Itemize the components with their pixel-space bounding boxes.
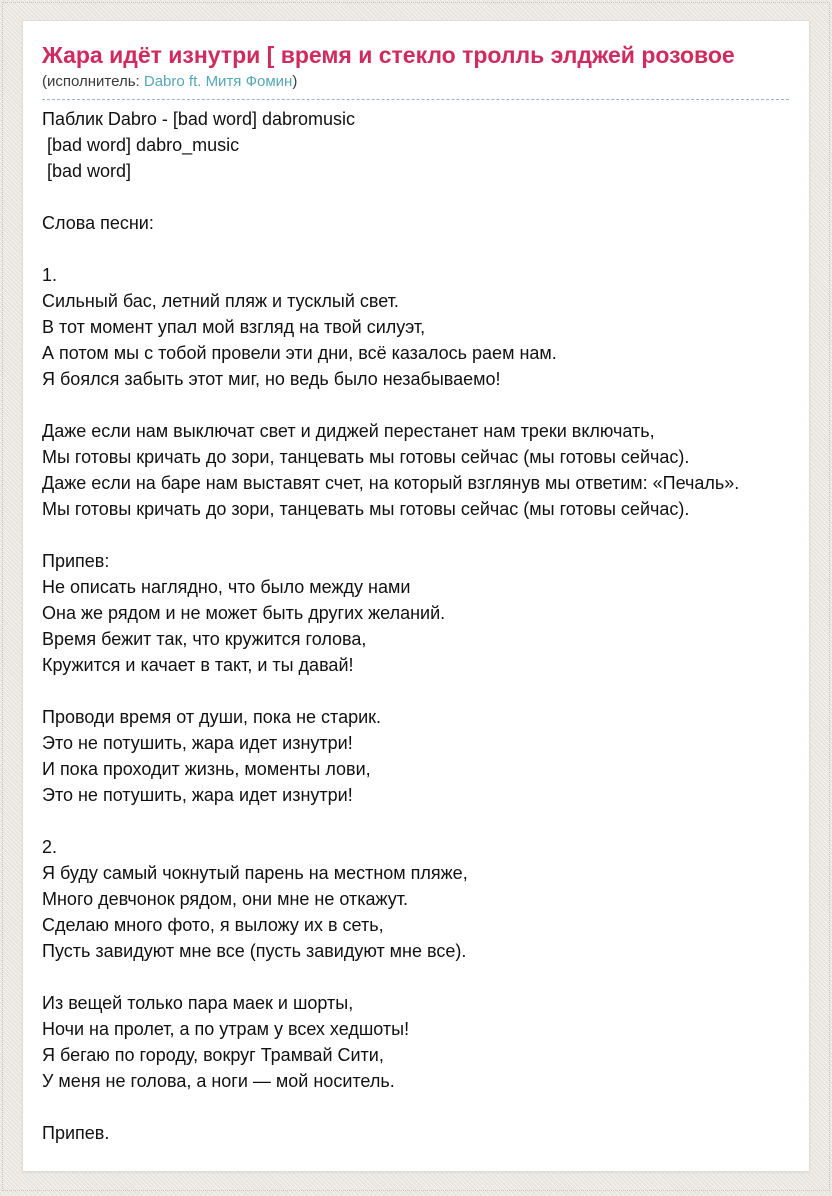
lyrics-line: Сделаю много фото, я выложу их в сеть, bbox=[42, 915, 384, 935]
lyrics-line: Время бежит так, что кружится голова, bbox=[42, 629, 367, 649]
song-header bbox=[42, 40, 809, 100]
lyrics-line: Она же рядом и не может быть других желаний. bbox=[42, 603, 446, 623]
lyrics-line: [bad word] dabro_music bbox=[42, 135, 240, 155]
lyrics-line: Ночи на пролет, а по утрам у всех хедшоты! bbox=[42, 1019, 410, 1039]
lyrics-line: Из вещей только пара маек и шорты, bbox=[42, 993, 354, 1013]
lyrics-line: 1. bbox=[42, 265, 58, 285]
lyrics-blank-line bbox=[42, 184, 809, 210]
lyrics-line: Припев: bbox=[42, 551, 110, 571]
lyrics-line: Мы готовы кричать до зори, танцевать мы готовы сейчас (мы готовы сейчас). bbox=[42, 499, 690, 519]
lyrics-blank-line bbox=[42, 678, 809, 704]
lyrics-line: Даже если нам выключат свет и диджей перестанет нам треки включать, bbox=[42, 421, 655, 441]
song-title: Жара идёт изнутри [ время и стекло тролль элджей розовое bbox=[42, 42, 735, 68]
lyrics-line: Не описать наглядно, что было между нами bbox=[42, 577, 411, 597]
artist-label-suffix: ) bbox=[292, 73, 298, 90]
lyrics-blank-line bbox=[42, 236, 809, 262]
lyrics-line: В тот момент упал мой взгляд на твой силуэт, bbox=[42, 317, 426, 337]
lyrics-line: Я бегаю по городу, вокруг Трамвай Сити, bbox=[42, 1045, 384, 1065]
header-dashed-separator bbox=[42, 99, 789, 100]
lyrics-line: И пока проходит жизнь, моменты лови, bbox=[42, 759, 371, 779]
lyrics-line: Проводи время от души, пока не старик. bbox=[42, 707, 382, 727]
lyrics-blank-line bbox=[42, 522, 809, 548]
lyrics-blank-line bbox=[42, 1094, 809, 1120]
lyrics-line: Кружится и качает в такт, и ты давай! bbox=[42, 655, 354, 675]
lyrics-blank-line bbox=[42, 964, 809, 990]
lyrics-line: Мы готовы кричать до зори, танцевать мы готовы сейчас (мы готовы сейчас). bbox=[42, 447, 690, 467]
lyrics-line: [bad word] bbox=[42, 161, 132, 181]
lyrics-line: Даже если на баре нам выставят счет, на который взглянув мы ответим: «Печаль». bbox=[42, 473, 740, 493]
lyrics-line: У меня не голова, а ноги — мой носитель. bbox=[42, 1071, 395, 1091]
lyrics-line: Я буду самый чокнутый парень на местном пляже, bbox=[42, 863, 468, 883]
lyrics-card bbox=[22, 20, 810, 1172]
lyrics-line: Припев. bbox=[42, 1123, 110, 1143]
lyrics-text bbox=[42, 106, 809, 1146]
lyrics-line: Это не потушить, жара идет изнутри! bbox=[42, 785, 353, 805]
artist-link[interactable]: Dabro ft. Митя Фомин bbox=[143, 73, 293, 90]
lyrics-line: Пусть завидуют мне все (пусть завидуют мне все). bbox=[42, 941, 467, 961]
lyrics-line: Это не потушить, жара идет изнутри! bbox=[42, 733, 353, 753]
lyrics-line: Много девчонок рядом, они мне не откажут. bbox=[42, 889, 408, 909]
lyrics-line: Паблик Dabro - [bad word] dabromusic bbox=[42, 109, 355, 129]
lyrics-line: Сильный бас, летний пляж и тусклый свет. bbox=[42, 291, 399, 311]
lyrics-line: 2. bbox=[42, 837, 58, 857]
lyrics-line: А потом мы с тобой провели эти дни, всё казалось раем нам. bbox=[42, 343, 557, 363]
lyrics-blank-line bbox=[42, 808, 809, 834]
lyrics-line: Я боялся забыть этот миг, но ведь было незабываемо! bbox=[42, 369, 501, 389]
artist-line bbox=[42, 72, 789, 92]
artist-label-prefix: (исполнитель: bbox=[42, 73, 144, 90]
lyrics-line: Слова песни: bbox=[42, 213, 154, 233]
lyrics-blank-line bbox=[42, 392, 809, 418]
